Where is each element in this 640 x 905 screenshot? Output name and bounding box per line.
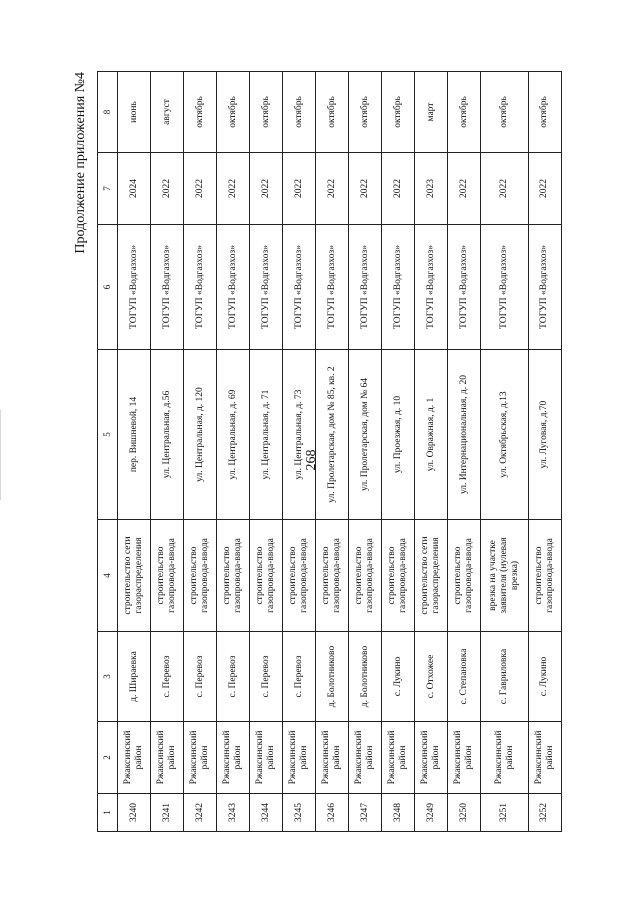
cell-col-month: октябрь (448, 72, 481, 153)
cell-col-number: 3248 (382, 794, 415, 832)
cell-col-locality: с. Перевоз (151, 632, 184, 722)
cell-col-month: октябрь (283, 72, 316, 153)
cell-col-district: Ржаксинский район (316, 722, 349, 794)
cell-col-year: 2022 (316, 153, 349, 225)
cell-col-contractor: ТОГУП «Водгазхоз» (382, 225, 415, 350)
cell-col-month: октябрь (316, 72, 349, 153)
cell-col-contractor: ТОГУП «Водгазхоз» (481, 225, 529, 350)
table-row (415, 72, 448, 832)
cell-col-district: Ржаксинский район (448, 722, 481, 794)
cell-col-year: 2022 (250, 153, 283, 225)
cell-col-number: 3241 (151, 794, 184, 832)
header-col-number: 1 (98, 794, 118, 832)
cell-col-district: Ржаксинский район (184, 722, 217, 794)
cell-col-month: октябрь (349, 72, 382, 153)
cell-col-contractor: ТОГУП «Водгазхоз» (448, 225, 481, 350)
cell-col-address: ул. Октябрьская, д.13 (481, 350, 529, 520)
cell-col-year: 2022 (349, 153, 382, 225)
cell-col-contractor: ТОГУП «Водгазхоз» (250, 225, 283, 350)
cell-col-address: ул. Центральная, д. 71 (250, 350, 283, 520)
cell-col-address: ул. Проезжая, д. 10 (382, 350, 415, 520)
cell-col-locality: д. Болотниково (349, 632, 382, 722)
cell-col-locality: с. Перевоз (184, 632, 217, 722)
cell-col-month: июнь (118, 72, 151, 153)
cell-col-contractor: ТОГУП «Водгазхоз» (283, 225, 316, 350)
cell-col-number: 3240 (118, 794, 151, 832)
table-row (448, 72, 481, 832)
cell-col-month: октябрь (528, 72, 561, 153)
cell-col-address: ул. Центральная, д. 73 (283, 350, 316, 520)
cell-col-year: 2022 (481, 153, 529, 225)
cell-col-contractor: ТОГУП «Водгазхоз» (184, 225, 217, 350)
table-row (349, 72, 382, 832)
cell-col-address: ул. Центральная, д. 69 (217, 350, 250, 520)
header-col-work-type: 4 (98, 520, 118, 632)
cell-col-year: 2022 (217, 153, 250, 225)
cell-col-year: 2022 (283, 153, 316, 225)
cell-col-locality: с. Лукино (382, 632, 415, 722)
cell-col-contractor: ТОГУП «Водгазхоз» (217, 225, 250, 350)
cell-col-district: Ржаксинский район (217, 722, 250, 794)
cell-col-number: 3245 (283, 794, 316, 832)
cell-col-number: 3252 (528, 794, 561, 832)
cell-col-work-type: строительство газопровода-ввода (349, 520, 382, 632)
header-col-address: 5 (98, 350, 118, 520)
cell-col-district: Ржаксинский район (481, 722, 529, 794)
table-row (316, 72, 349, 832)
cell-col-address: ул. Пролетарская, дом № 85, кв. 2 (316, 350, 349, 520)
header-col-month: 8 (98, 72, 118, 153)
cell-col-district: Ржаксинский район (382, 722, 415, 794)
table-row (283, 72, 316, 832)
cell-col-work-type: строительство газопровода-ввода (151, 520, 184, 632)
cell-col-district: Ржаксинский район (151, 722, 184, 794)
cell-col-month: октябрь (250, 72, 283, 153)
cell-col-contractor: ТОГУП «Водгазхоз» (316, 225, 349, 350)
cell-col-number: 3247 (349, 794, 382, 832)
table-row (118, 72, 151, 832)
cell-col-contractor: ТОГУП «Водгазхоз» (415, 225, 448, 350)
cell-col-address: ул. Луговая, д.70 (528, 350, 561, 520)
table-row (151, 72, 184, 832)
cell-col-contractor: ТОГУП «Водгазхоз» (118, 225, 151, 350)
table-row (481, 72, 529, 832)
cell-col-year: 2022 (448, 153, 481, 225)
cell-col-year: 2023 (415, 153, 448, 225)
cell-col-contractor: ТОГУП «Водгазхоз» (349, 225, 382, 350)
cell-col-month: март (415, 72, 448, 153)
appendix-table (97, 71, 562, 832)
cell-col-work-type: строительство газопровода-ввода (184, 520, 217, 632)
cell-col-address: ул. Центральная, д.56 (151, 350, 184, 520)
cell-col-district: Ржаксинский район (250, 722, 283, 794)
rotated-table-area (73, 72, 562, 832)
cell-col-locality: с. Степановка (448, 632, 481, 722)
cell-col-district: Ржаксинский район (118, 722, 151, 794)
cell-col-work-type: строительство газопровода-ввода (283, 520, 316, 632)
cell-col-month: октябрь (217, 72, 250, 153)
cell-col-work-type: строительство газопровода-ввода (528, 520, 561, 632)
header-col-year: 7 (98, 153, 118, 225)
cell-col-month: октябрь (184, 72, 217, 153)
table-header-row (98, 72, 118, 832)
cell-col-district: Ржаксинский район (349, 722, 382, 794)
table-row (250, 72, 283, 832)
cell-col-contractor: ТОГУП «Водгазхоз» (528, 225, 561, 350)
table-row (382, 72, 415, 832)
cell-col-locality: с. Перевоз (250, 632, 283, 722)
cell-col-number: 3251 (481, 794, 529, 832)
cell-col-locality: с. Перевоз (217, 632, 250, 722)
cell-col-month: октябрь (481, 72, 529, 153)
cell-col-address: ул. Интернациональная, д. 20 (448, 350, 481, 520)
cell-col-year: 2022 (382, 153, 415, 225)
cell-col-number: 3250 (448, 794, 481, 832)
cell-col-year: 2022 (528, 153, 561, 225)
cell-col-number: 3244 (250, 794, 283, 832)
cell-col-locality: с. Лукино (528, 632, 561, 722)
cell-col-locality: д. Болотниково (316, 632, 349, 722)
cell-col-locality: д. Шираевка (118, 632, 151, 722)
table-row (184, 72, 217, 832)
table-row (217, 72, 250, 832)
cell-col-number: 3249 (415, 794, 448, 832)
cell-col-contractor: ТОГУП «Водгазхоз» (151, 225, 184, 350)
cell-col-month: август (151, 72, 184, 153)
continuation-title: Продолжение приложения №4 (73, 72, 88, 254)
cell-col-number: 3242 (184, 794, 217, 832)
cell-col-address: ул. Центральная, д. 120 (184, 350, 217, 520)
header-col-contractor: 6 (98, 225, 118, 350)
cell-col-locality: с. Перевоз (283, 632, 316, 722)
cell-col-year: 2022 (184, 153, 217, 225)
cell-col-year: 2022 (151, 153, 184, 225)
cell-col-address: ул. Пролетарская, дом № 64 (349, 350, 382, 520)
header-col-district: 2 (98, 722, 118, 794)
cell-col-work-type: строительство газопровода-ввода (316, 520, 349, 632)
cell-col-address: ул. Овражная, д. 1 (415, 350, 448, 520)
cell-col-locality: с. Гавриловка (481, 632, 529, 722)
cell-col-work-type: врезка на участке заявителя (нулевая врезка) (481, 520, 529, 632)
cell-col-work-type: строительство газопровода-ввода (217, 520, 250, 632)
cell-col-work-type: строительство газопровода-ввода (382, 520, 415, 632)
cell-col-district: Ржаксинский район (528, 722, 561, 794)
cell-col-month: октябрь (382, 72, 415, 153)
table-row (528, 72, 561, 832)
header-col-locality: 3 (98, 632, 118, 722)
cell-col-work-type: строительство сети газораспределения (118, 520, 151, 632)
cell-col-work-type: строительство сети газораспределения (415, 520, 448, 632)
cell-col-work-type: строительство газопровода-ввода (448, 520, 481, 632)
cell-col-number: 3243 (217, 794, 250, 832)
cell-col-work-type: строительство газопровода-ввода (250, 520, 283, 632)
cell-col-year: 2024 (118, 153, 151, 225)
page-number: 268 (304, 449, 319, 471)
cell-col-number: 3246 (316, 794, 349, 832)
cell-col-address: пер. Вишневой, 14 (118, 350, 151, 520)
scan-edge-mark (0, 410, 1, 500)
cell-col-district: Ржаксинский район (283, 722, 316, 794)
cell-col-locality: с. Отхожее (415, 632, 448, 722)
cell-col-district: Ржаксинский район (415, 722, 448, 794)
